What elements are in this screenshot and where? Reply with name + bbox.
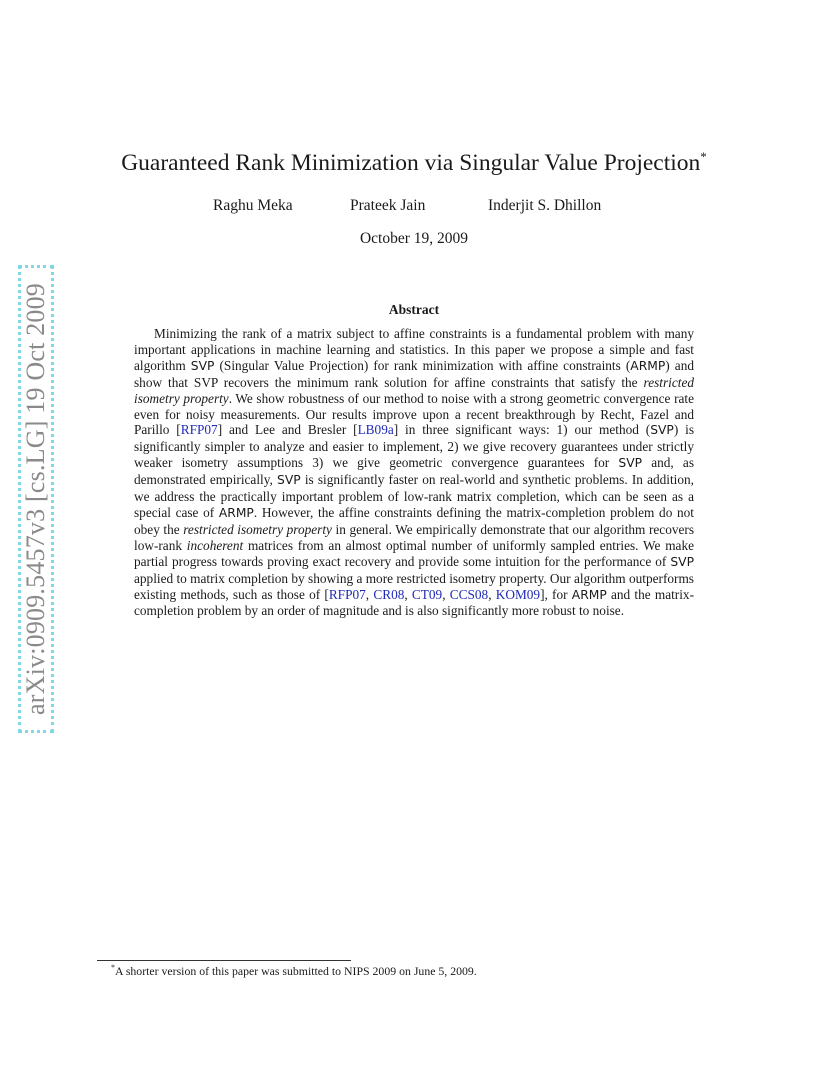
abstract-text: and the matrix-completion problem by an order of magnitude and is also significantly more robust to noise. [134, 586, 694, 619]
abstract-text: is significantly faster on real-world and synthetic problems. In addition, we address the practically important problem of low-rank matrix completion, which can be seen as a special case of [134, 472, 695, 520]
author-name: Inderjit S. Dhillon [488, 197, 602, 214]
abstract-text: (Singular Value Projection) for rank minimization with affine constraints ( [214, 357, 631, 373]
algorithm-name: ARMP [571, 587, 607, 602]
citation-link[interactable]: RFP07 [328, 586, 366, 602]
arxiv-stamp-text: arXiv:0909.5457v3 [cs.LG] 19 Oct 2009 [21, 283, 50, 715]
author-list [0, 197, 828, 217]
author-name: Raghu Meka [213, 197, 293, 214]
citation-link[interactable]: RFP07 [180, 422, 218, 438]
paper-title-text: Guaranteed Rank Minimization via Singular Value Projection [121, 150, 701, 176]
footnote-mark: * [111, 963, 115, 973]
footnote-rule [97, 960, 351, 961]
algorithm-name: SVP [277, 473, 301, 488]
citation-link[interactable]: CT09 [411, 586, 443, 602]
emphasized-term: restricted isometry property [134, 374, 694, 406]
arxiv-stamp [18, 265, 54, 733]
citation-link[interactable]: KOM09 [495, 586, 541, 602]
citation-link[interactable]: CCS08 [449, 586, 489, 602]
abstract-text: . We show robustness of our method to noise with a strong geometric convergence rate even for noisy measurements. Our results improve upon a recent breakthrough by Recht, Fazel and Parillo [ [134, 390, 694, 438]
algorithm-name: ARMP [630, 358, 666, 373]
paper-date: October 19, 2009 [359, 230, 469, 247]
citation-link[interactable]: LB09a [357, 422, 394, 438]
algorithm-name: ARMP [218, 505, 254, 520]
abstract-text: ) is significantly simpler to analyze and easier to implement, 2) we give recovery guarantees under strictly weaker isometry assumptions 3) we give geometric convergence guarantees for [134, 422, 694, 471]
algorithm-name: SVP [190, 358, 215, 373]
abstract-text: Minimizing the rank of a matrix subject to affine constraints is a fundamental problem with many important applications in machine learning and statistics. In this paper we propose a simple and fast algorithm [134, 326, 694, 373]
abstract-text: ], for [540, 586, 572, 602]
author-name: Prateek Jain [350, 197, 426, 214]
abstract-text: , [365, 586, 374, 602]
citation-link[interactable]: CR08 [373, 586, 405, 602]
abstract-text: . However, the affine constraints defining the matrix-completion problem do not obey the [134, 504, 694, 537]
abstract-text: ] in three significant ways: 1) our method ( [393, 422, 651, 438]
abstract-text: ] and Lee and Bresler [ [217, 422, 358, 438]
footnote [111, 964, 477, 979]
abstract-text: in general. We empirically demonstrate that our algorithm recovers low-rank [134, 521, 694, 553]
abstract-text: , [404, 586, 412, 602]
abstract-text: matrices from an almost optimal number of uniformly sampled entries. We make partial progress towards proving exact recovery and provide some intuition for the performance of [134, 537, 695, 569]
algorithm-name: SVP [618, 456, 643, 471]
emphasized-term: incoherent [186, 537, 244, 553]
abstract-heading: Abstract [388, 302, 440, 317]
abstract-text: , [488, 586, 496, 602]
algorithm-name: SVP [650, 423, 674, 438]
abstract-text: ) and show that SVP recovers the minimum rank solution for affine constraints that satisfy the [134, 357, 694, 390]
footnote-text: A shorter version of this paper was submitted to NIPS 2009 on June 5, 2009. [115, 964, 477, 978]
abstract-text: applied to matrix completion by showing a more restricted isometry property. Our algorithm outperforms existing methods, such as those of [ [134, 570, 694, 602]
abstract-text: and, as demonstrated empirically, [134, 455, 695, 488]
emphasized-term: restricted isometry property [183, 521, 332, 537]
paper-title [0, 150, 828, 177]
abstract-body [134, 326, 694, 619]
title-footnote-mark: * [700, 149, 707, 165]
abstract-text: , [442, 586, 450, 602]
algorithm-name: SVP [670, 554, 694, 569]
